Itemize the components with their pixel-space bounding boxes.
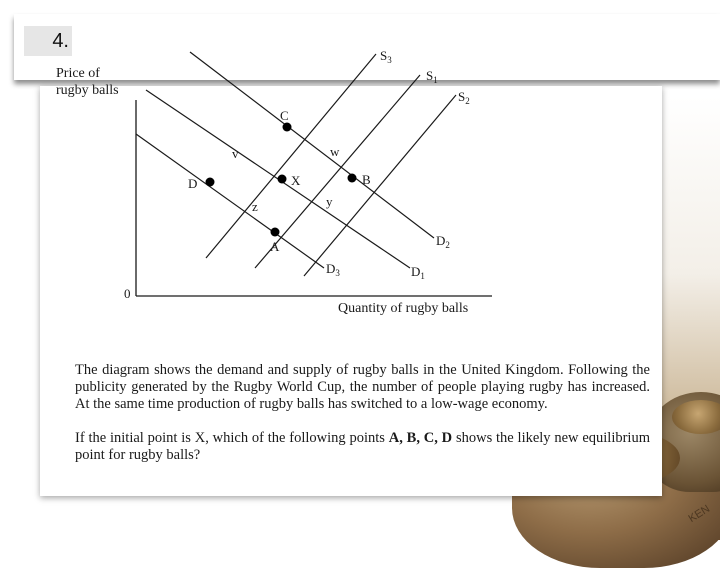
curve-label-d2: $D_2$ <box>436 233 450 250</box>
point-label-b: B <box>362 172 371 187</box>
point-b-marker <box>348 174 357 183</box>
y-axis-label-line2: rugby balls <box>56 83 119 98</box>
demand-curve-d3 <box>136 134 324 268</box>
x-axis-label: Quantity of rugby balls <box>338 301 469 316</box>
point-label-c: C <box>280 108 289 123</box>
intersection-label-z: z <box>252 199 258 214</box>
prompt-text-start: If the initial point is X, which of the following points <box>75 430 389 446</box>
point-c-marker <box>283 123 292 132</box>
intersection-label-w: w <box>330 144 340 159</box>
curve-label-s2: $S_2$ <box>458 89 470 106</box>
curve-label-s3: $S_3$ <box>380 48 392 65</box>
point-label-x: X <box>291 173 301 188</box>
intersection-label-y: y <box>326 194 333 209</box>
prompt-text-end: shows the likely new equilibrium point for rugby balls? <box>75 430 650 463</box>
intersection-label-v: v <box>232 146 239 161</box>
curve-label-d3: $D_3$ <box>326 261 340 278</box>
slide-number: 4. <box>24 26 72 56</box>
point-d-marker <box>206 178 215 187</box>
question-text <box>75 362 650 481</box>
origin-label: 0 <box>124 286 131 301</box>
point-label-d: D <box>188 176 198 191</box>
question-paragraph-prompt <box>75 430 650 464</box>
answer-options: A, B, C, D <box>388 430 453 446</box>
question-paragraph-context: The diagram shows the demand and supply of rugby balls in the United Kingdom. Following the publicity generated by the Rugby World Cup, the number of people playing rugby has increased. At the same time production of rugby balls has switched to a low-wage economy. <box>75 362 650 412</box>
supply-curve-s1 <box>255 75 420 268</box>
y-axis-label-line1: Price of <box>56 66 100 81</box>
point-x-marker <box>278 175 287 184</box>
point-a-marker <box>271 228 280 237</box>
point-label-a: A <box>270 239 280 254</box>
curve-label-s1: $S_1$ <box>426 68 438 85</box>
sack-lettering: KEN <box>686 502 713 526</box>
curve-label-d1: $D_1$ <box>411 264 425 281</box>
